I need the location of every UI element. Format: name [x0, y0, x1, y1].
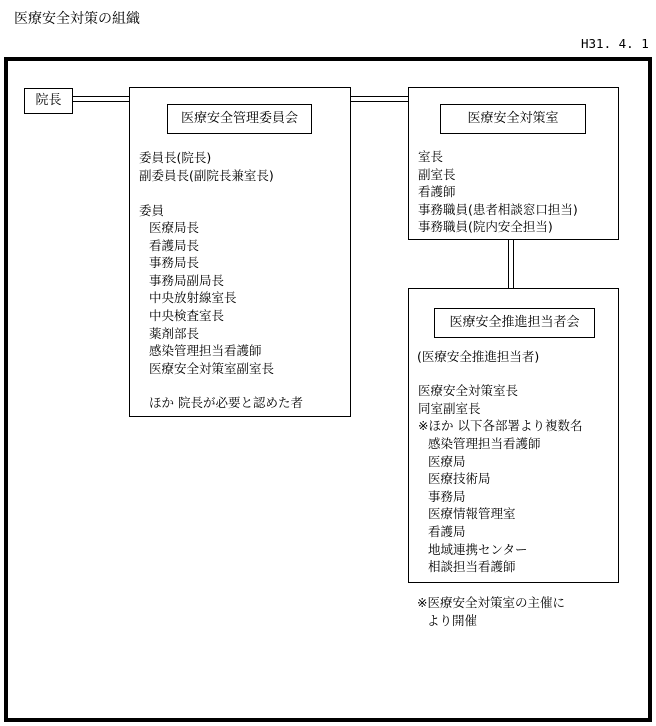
promoters-department: 医療技術局	[428, 471, 491, 487]
promoters-department: 医療情報管理室	[428, 506, 516, 522]
promoters-department: 地域連携センター	[428, 541, 528, 557]
committee-member: 事務局長	[149, 255, 200, 271]
office-box	[408, 87, 619, 240]
connector-committee-office	[350, 96, 408, 102]
office-member: 室長	[418, 149, 444, 164]
promoters-department: 事務局	[428, 488, 466, 504]
committee-others: ほか 院長が必要と認めた者	[149, 395, 303, 410]
promoters-department: 看護局	[428, 523, 466, 539]
office-member: 事務職員(院内安全担当)	[418, 219, 553, 235]
promoters-department: 医療局	[428, 453, 466, 469]
committee-member: 中央検査室長	[149, 307, 225, 323]
promoters-departments	[428, 435, 541, 576]
committee-leader: 副委員長(副院長兼室長)	[139, 167, 274, 183]
promoters-box	[408, 288, 619, 583]
committee-member: 中央放射線室長	[149, 290, 237, 306]
committee-member: 薬剤部長	[149, 325, 200, 341]
revision-date: H31. 4. 1	[581, 36, 649, 51]
promoters-department: 相談担当看護師	[428, 559, 516, 575]
promoters-members	[418, 382, 582, 435]
committee-member: 医療局長	[149, 220, 200, 235]
committee-member: 事務局副局長	[149, 272, 225, 288]
connector-office-promoters	[508, 239, 514, 289]
promoters-title: 医療安全推進担当者会	[434, 308, 595, 338]
committee-member: 看護局長	[149, 237, 200, 253]
committee-title: 医療安全管理委員会	[167, 104, 312, 134]
office-member: 副室長	[418, 166, 456, 182]
office-title: 医療安全対策室	[440, 104, 586, 134]
office-member: 看護師	[418, 184, 456, 200]
promoters-others-heading: ※ほか 以下各部署より複数名	[418, 418, 583, 434]
note-line: より開催	[427, 612, 478, 628]
promoters-member: 医療安全対策室長	[418, 383, 519, 398]
promoters-member: 同室副室長	[418, 400, 481, 416]
committee-leader: 委員長(院長)	[139, 150, 212, 165]
note-line: ※医療安全対策室の主催に	[417, 595, 565, 610]
committee-box	[129, 87, 351, 417]
connector-director-committee	[73, 96, 129, 102]
director-box	[24, 88, 73, 114]
committee-leaders	[139, 149, 274, 184]
promoters-subtitle: (医療安全推進担当者)	[417, 349, 540, 364]
promoters-department: 感染管理担当看護師	[428, 436, 541, 451]
committee-member: 感染管理担当看護師	[149, 343, 262, 359]
office-members	[418, 148, 578, 236]
office-member: 事務職員(患者相談窓口担当)	[418, 201, 578, 217]
committee-members-heading: 委員	[139, 203, 165, 218]
committee-member: 医療安全対策室副室長	[149, 360, 275, 376]
page-title: 医療安全対策の組織	[14, 11, 140, 27]
committee-members	[149, 219, 274, 377]
promoters-note	[417, 594, 565, 629]
director-label: 院長	[35, 93, 62, 108]
